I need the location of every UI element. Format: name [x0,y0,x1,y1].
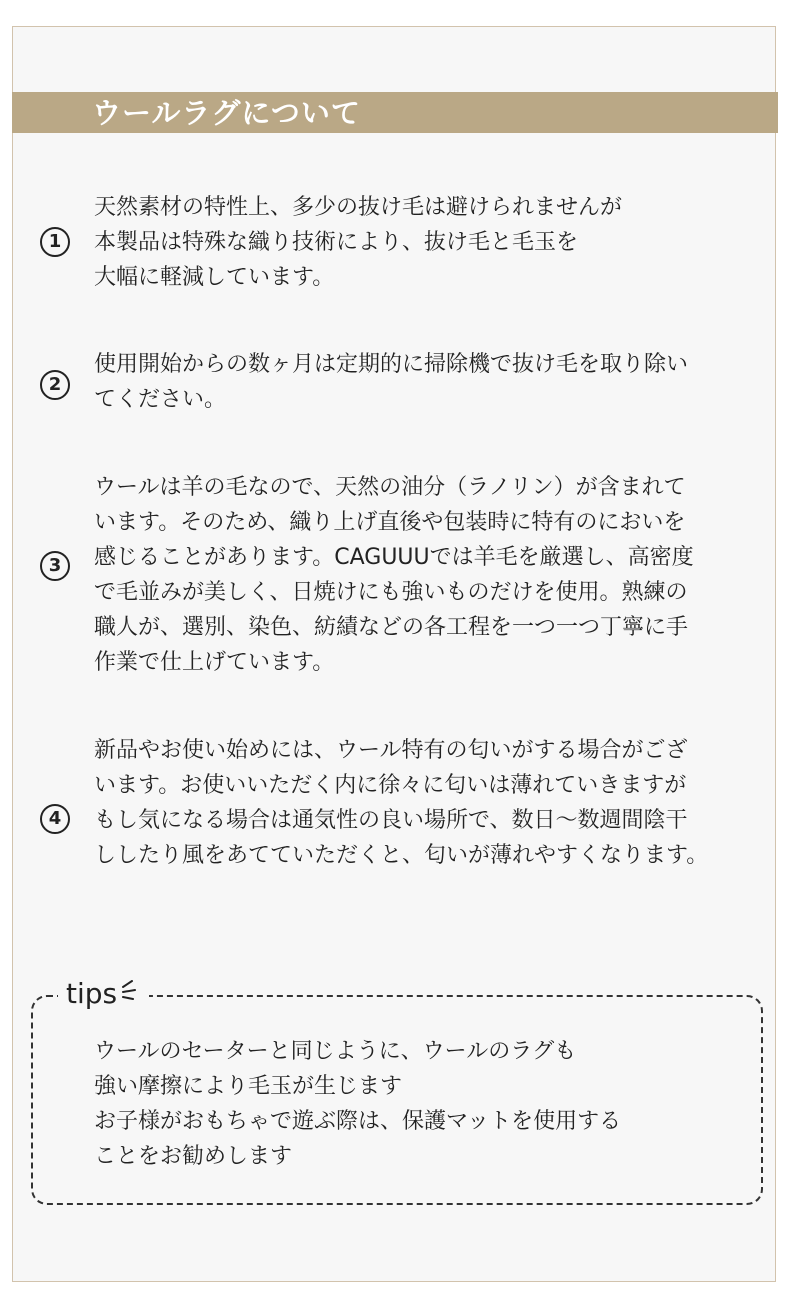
item-number-badge: 3 [40,551,70,581]
item-text-line: ししたり風をあてていただくと、匂いが薄れやすくなります。 [94,843,709,868]
tips-heading [58,974,149,1014]
item-text-line: 大幅に軽減しています。 [94,265,335,290]
item-text-line: 新品やお使い始めには、ウール特有の匂いがする場合がござ [94,738,688,763]
item-text [94,470,774,680]
item-text-line: で毛並みが美しく、日焼けにも強いものだけを使用。熟練の [94,580,688,605]
item-number-badge: 4 [40,804,70,834]
tips-text-line: ウールのセーターと同じように、ウールのラグも [94,1039,577,1064]
tips-text [94,1034,754,1174]
item-text-line: います。お使いいただく内に徐々に匂いは薄れていきますが [94,773,687,798]
item-text-line: 職人が、選別、染色、紡績などの各工程を一つ一つ丁寧に手 [94,615,689,640]
item-number-badge: 1 [40,227,70,257]
sparkle-icon [119,974,141,1004]
item-text-line: ウールは羊の毛なので、天然の油分（ラノリン）が含まれて [94,475,686,500]
tips-text-line: ことをお勧めします [94,1144,293,1169]
tips-text-line: 強い摩擦により毛玉が生じます [94,1074,403,1099]
item-text [94,190,774,295]
item-text-line: 天然素材の特性上、多少の抜け毛は避けられませんが [94,195,623,220]
item-text-line: 使用開始からの数ヶ月は定期的に掃除機で抜け毛を取り除い [94,352,689,377]
item-text-line: てください。 [94,387,227,412]
item-text [94,733,774,873]
section-title: ウールラグについて [92,96,361,130]
item-text-line: 本製品は特殊な織り技術により、抜け毛と毛玉を [94,230,579,255]
tips-label: tips [66,977,118,1010]
item-number-badge: 2 [40,370,70,400]
item-text-line: 作業で仕上げています。 [94,650,335,675]
tips-text-line: お子様がおもちゃで遊ぶ際は、保護マットを使用する [94,1109,622,1134]
item-text-line: います。そのため、織り上げ直後や包装時に特有のにおいを [94,510,686,535]
item-text-line: 感じることがあります。CAGUUUでは羊毛を厳選し、高密度 [94,545,694,570]
item-text-line: もし気になる場合は通気性の良い場所で、数日～数週間陰干 [94,808,688,833]
item-text [94,347,774,417]
